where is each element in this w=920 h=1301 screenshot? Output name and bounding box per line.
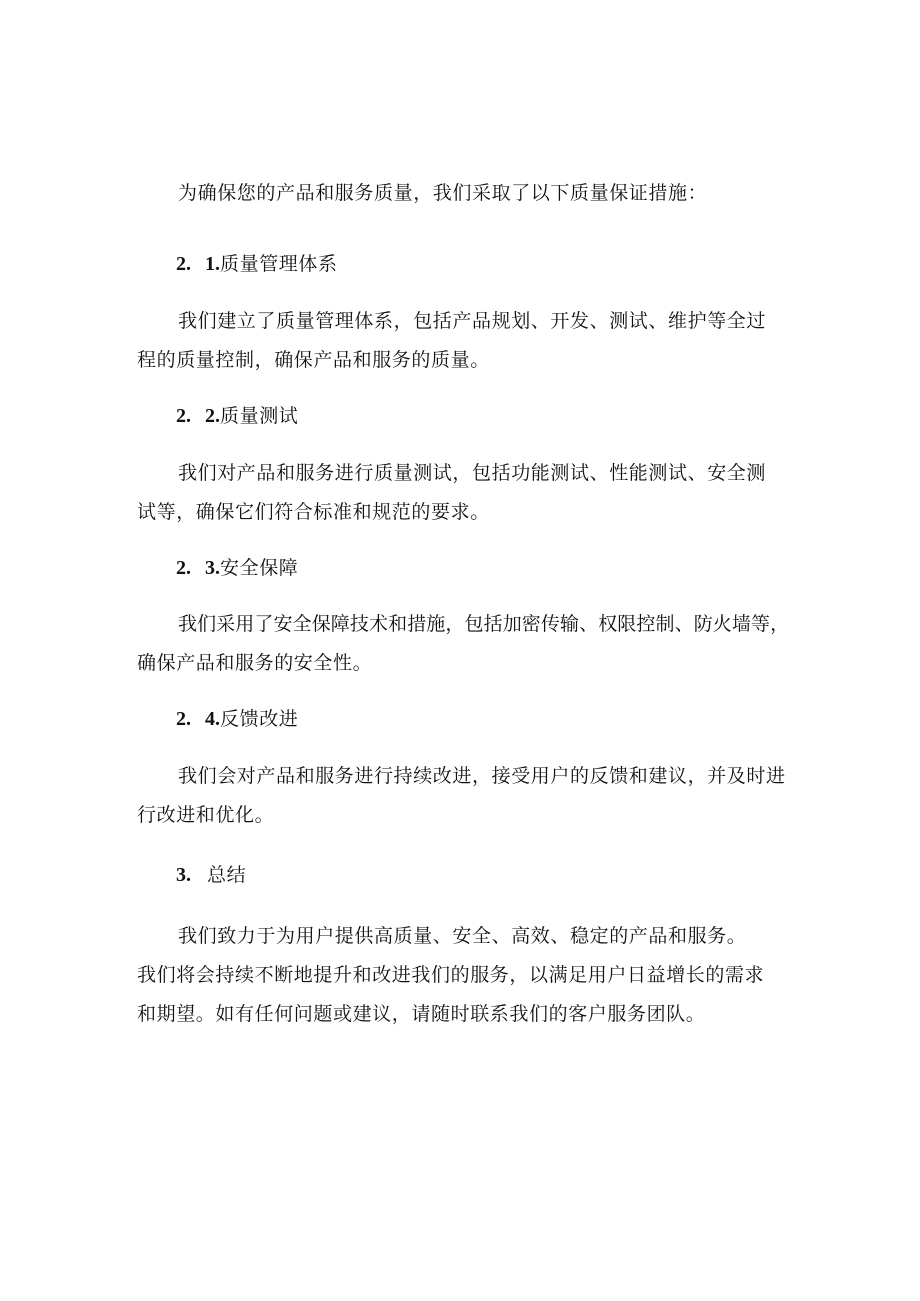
section-title: 反馈改进 — [220, 708, 299, 730]
section-2-1-line-2: 程的质量控制，确保产品和服务的质量。 — [137, 349, 490, 371]
section-heading-2-1 — [176, 252, 338, 276]
section-heading-2-2 — [176, 404, 298, 428]
section-number-minor: 1. — [205, 253, 220, 275]
section-heading-2-4 — [176, 707, 298, 731]
section-number-minor: 3. — [205, 557, 220, 579]
section-number-major: 2. — [176, 405, 191, 427]
section-number-major: 2. — [176, 557, 191, 579]
section-2-2-line-1: 我们对产品和服务进行质量测试，包括功能测试、性能测试、安全测 — [178, 462, 767, 484]
section-2-3-line-1: 我们采用了安全保障技术和措施，包括加密传输、权限控制、防火墙等， — [178, 613, 790, 635]
summary-line-3: 和期望。如有任何问题或建议，请随时联系我们的客户服务团队。 — [137, 1003, 706, 1025]
section-title: 质量测试 — [220, 405, 299, 427]
summary-heading — [176, 863, 246, 887]
section-2-1-line-1: 我们建立了质量管理体系，包括产品规划、开发、测试、维护等全过 — [178, 310, 767, 332]
section-2-2-line-2: 试等，确保它们符合标准和规范的要求。 — [137, 501, 490, 523]
section-title: 质量管理体系 — [220, 253, 338, 275]
summary-line-1: 我们致力于为用户提供高质量、安全、高效、稳定的产品和服务。 — [178, 925, 747, 947]
summary-number: 3. — [176, 864, 191, 886]
section-2-4-line-2: 行改进和优化。 — [137, 804, 275, 826]
intro-paragraph: 为确保您的产品和服务质量，我们采取了以下质量保证措施： — [178, 182, 708, 204]
section-number-minor: 2. — [205, 405, 220, 427]
summary-title: 总结 — [207, 864, 247, 886]
summary-line-2: 我们将会持续不断地提升和改进我们的服务，以满足用户日益增长的需求 — [137, 964, 765, 986]
section-number-major: 2. — [176, 708, 191, 730]
section-heading-2-3 — [176, 556, 298, 580]
section-number-minor: 4. — [205, 708, 220, 730]
section-number-major: 2. — [176, 253, 191, 275]
section-title: 安全保障 — [220, 557, 299, 579]
section-2-4-line-1: 我们会对产品和服务进行持续改进，接受用户的反馈和建议，并及时进 — [178, 765, 786, 787]
section-2-3-line-2: 确保产品和服务的安全性。 — [137, 652, 373, 674]
